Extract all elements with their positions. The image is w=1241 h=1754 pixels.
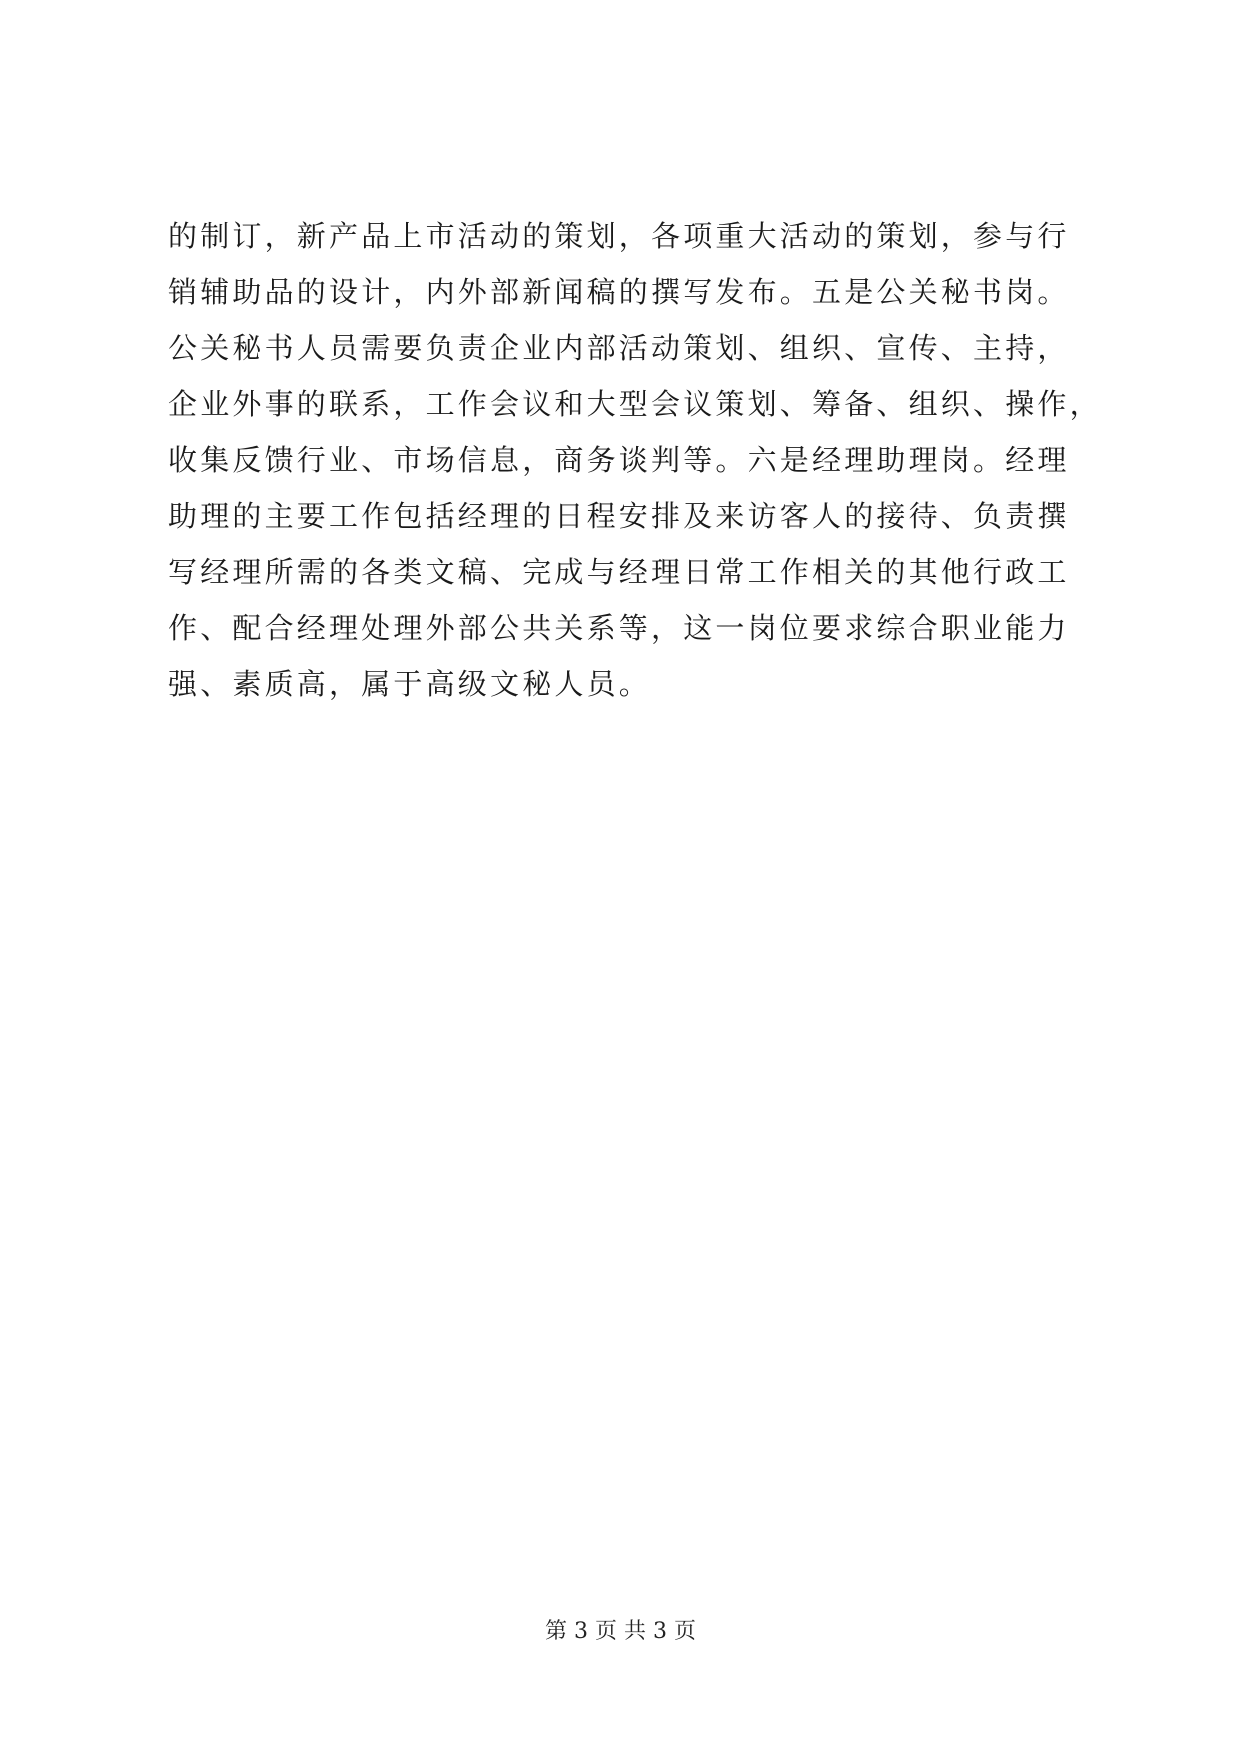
text-line: 作、配合经理处理外部公共关系等，这一岗位要求综合职业能力 [168, 611, 1070, 645]
text-line: 销辅助品的设计，内外部新闻稿的撰写发布。五是公关秘书岗。 [168, 275, 1070, 309]
text-line: 公关秘书人员需要负责企业内部活动策划、组织、宣传、主持， [168, 331, 1070, 365]
text-line: 写经理所需的各类文稿、完成与经理日常工作相关的其他行政工 [168, 555, 1070, 589]
text-line: 助理的主要工作包括经理的日程安排及来访客人的接待、负责撰 [168, 499, 1070, 533]
body-paragraph [168, 208, 1102, 712]
text-line: 强、素质高，属于高级文秘人员。 [168, 667, 652, 701]
text-line: 企业外事的联系，工作会议和大型会议策划、筹备、组织、操作， [168, 387, 1102, 421]
text-line: 的制订，新产品上市活动的策划，各项重大活动的策划，参与行 [168, 219, 1070, 253]
page-number-footer: 第 3 页 共 3 页 [545, 1619, 696, 1644]
text-line: 收集反馈行业、市场信息，商务谈判等。六是经理助理岗。经理 [168, 443, 1070, 477]
